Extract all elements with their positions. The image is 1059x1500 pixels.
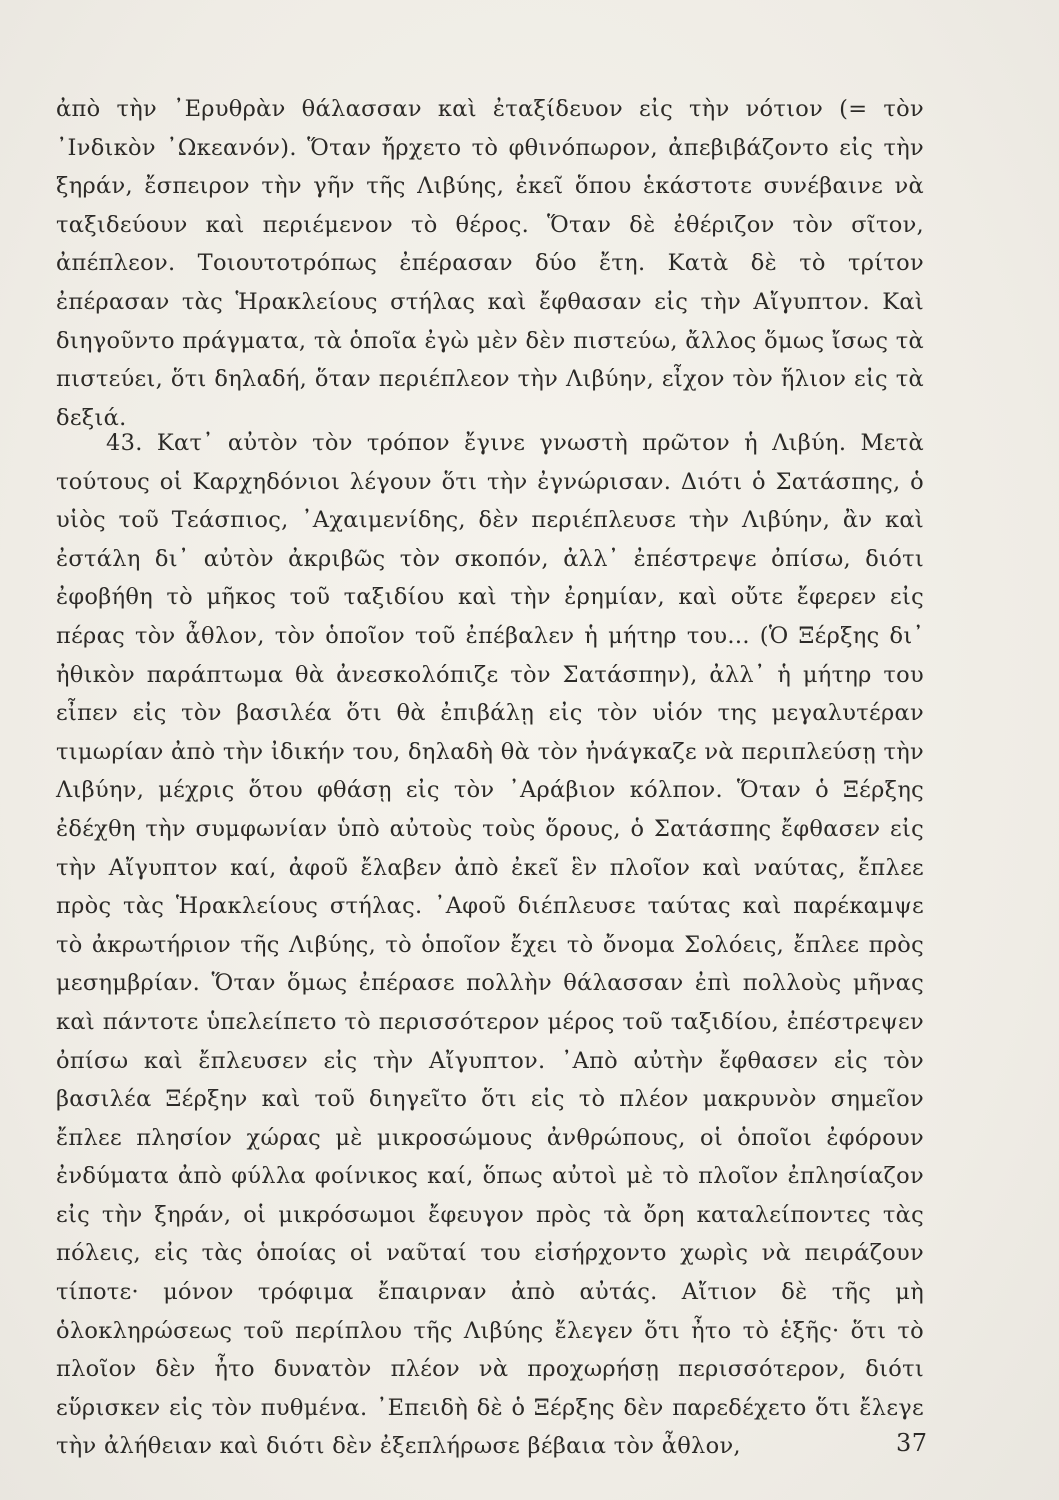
page-number: 37 — [896, 1429, 928, 1457]
paragraph-43 — [56, 424, 924, 1466]
paragraph-continuation — [56, 90, 924, 437]
paragraph-number: 43. — [106, 430, 143, 456]
paragraph-text: Κατ᾿ αὐτὸν τὸν τρόπον ἔγινε γνωστὴ πρῶτον ἡ Λιβύη. Μετὰ τούτους οἱ Καρχηδόνιοι λέγουν ὅτι τὴν ἐγνώρισαν. Διότι ὁ Σατάσπης, ὁ υἱὸς τοῦ Τεάσπιος, ᾿Αχαιμενίδης, δὲν περιέπλευσε τὴν Λιβύην, ἂν καὶ ἐστάλη δι᾿ αὐτὸν ἀκριβῶς τὸν σκοπόν, ἀλλ᾿ ἐπέστρεψε ὀπίσω, διότι ἐφοβήθη τὸ μῆκος τοῦ ταξιδίου καὶ τὴν ἐρημίαν, καὶ οὔτε ἔφερεν εἰς πέρας τὸν ἆθλον, τὸν ὁποῖον τοῦ ἐπέβαλεν ἡ μήτηρ του... (Ὁ Ξέρξης δι᾿ ἠθικὸν παράπτωμα θὰ ἀνεσκολόπιζε τὸν Σατάσπην), ἀλλ᾿ ἡ μήτηρ του εἶπεν εἰς τὸν βασιλέα ὅτι θὰ ἐπιβάλῃ εἰς τὸν υἱόν της μεγαλυτέραν τιμωρίαν ἀπὸ τὴν ἰδικήν του, δηλαδὴ θὰ τὸν ἠνάγκαζε νὰ περιπλεύσῃ τὴν Λιβύην, μέχρις ὅτου φθάσῃ εἰς τὸν ᾿Αράβιον κόλπον. Ὅταν ὁ Ξέρξης ἐδέχθη τὴν συμφωνίαν ὑπὸ αὐτοὺς τοὺς ὅρους, ὁ Σατάσπης ἔφθασεν εἰς τὴν Αἴγυπτον καί, ἀφοῦ ἔλαβεν ἀπὸ ἐκεῖ ἓν πλοῖον καὶ ναύτας, ἔπλεε πρὸς τὰς Ἡρακλείους στήλας. ᾿Αφοῦ διέπλευσε ταύτας καὶ παρέκαμψε τὸ ἀκρωτήριον τῆς Λιβύης, τὸ ὁποῖον ἔχει τὸ ὄνομα Σολόεις, ἔπλεε πρὸς μεσημβρίαν. Ὅταν ὅμως ἐπέρασε πολλὴν θάλασσαν ἐπὶ πολλοὺς μῆνας καὶ πάντοτε ὑπελείπετο τὸ περισσότερον μέρος τοῦ ταξιδίου, ἐπέστρεψεν ὀπίσω καὶ ἔπλευσεν εἰς τὴν Αἴγυπτον. ᾿Απὸ αὐτὴν ἔφθασεν εἰς τὸν βασιλέα Ξέρξην καὶ τοῦ διηγεῖτο ὅτι εἰς τὸ πλέον μακρυνὸν σημεῖον ἔπλεε πλησίον χώρας μὲ μικροσώμους ἀνθρώπους, οἱ ὁποῖοι ἐφόρουν ἐνδύματα ἀπὸ φύλλα φοίνικος καί, ὅπως αὐτοὶ μὲ τὸ πλοῖον ἐπλησίαζον εἰς τὴν ξηράν, οἱ μικρόσωμοι ἔφευγον πρὸς τὰ ὄρη καταλείποντες τὰς πόλεις, εἰς τὰς ὁποίας οἱ ναῦταί του εἰσήρχοντο χωρὶς νὰ πειράζουν τίποτε· μόνον τρόφιμα ἔπαιρναν ἀπὸ αὐτάς. Αἴτιον δὲ τῆς μὴ ὁλοκληρώσεως τοῦ περίπλου τῆς Λιβύης ἔλεγεν ὅτι ἦτο τὸ ἑξῆς· ὅτι τὸ πλοῖον δὲν ἦτο δυνατὸν πλέον νὰ προχωρήσῃ περισσότερον, διότι εὕρισκεν εἰς τὸν πυθμένα. ᾿Επειδὴ δὲ ὁ Ξέρξης δὲν παρεδέχετο ὅτι ἔλεγε τὴν ἀλήθειαν καὶ διότι δὲν ἐξεπλήρωσε βέβαια τὸν ἆθλον, — [56, 430, 924, 1460]
paragraph-text: ἀπὸ τὴν ᾿Ερυθρὰν θάλασσαν καὶ ἐταξίδευον εἰς τὴν νότιον (= τὸν ᾿Ινδικὸν ᾿Ωκεανόν). Ὅταν ἤρχετο τὸ φθινόπωρον, ἀπεβιβάζοντο εἰς τὴν ξηράν, ἔσπειρον τὴν γῆν τῆς Λιβύης, ἐκεῖ ὅπου ἑκάστοτε συνέβαινε νὰ ταξιδεύουν καὶ περιέμενον τὸ θέρος. Ὅταν δὲ ἐθέριζον τὸν σῖτον, ἀπέπλεον. Τοιουτοτρόπως ἐπέρασαν δύο ἔτη. Κατὰ δὲ τὸ τρίτον ἐπέρασαν τὰς Ἡρακλείους στήλας καὶ ἔφθασαν εἰς τὴν Αἴγυπτον. Καὶ διηγοῦντο πράγματα, τὰ ὁποῖα ἐγὼ μὲν δὲν πιστεύω, ἄλλος ὅμως ἴσως τὰ πιστεύει, ὅτι δηλαδή, ὅταν περιέπλεον τὴν Λιβύην, εἶχον τὸν ἥλιον εἰς τὰ δεξιά. — [56, 96, 924, 431]
